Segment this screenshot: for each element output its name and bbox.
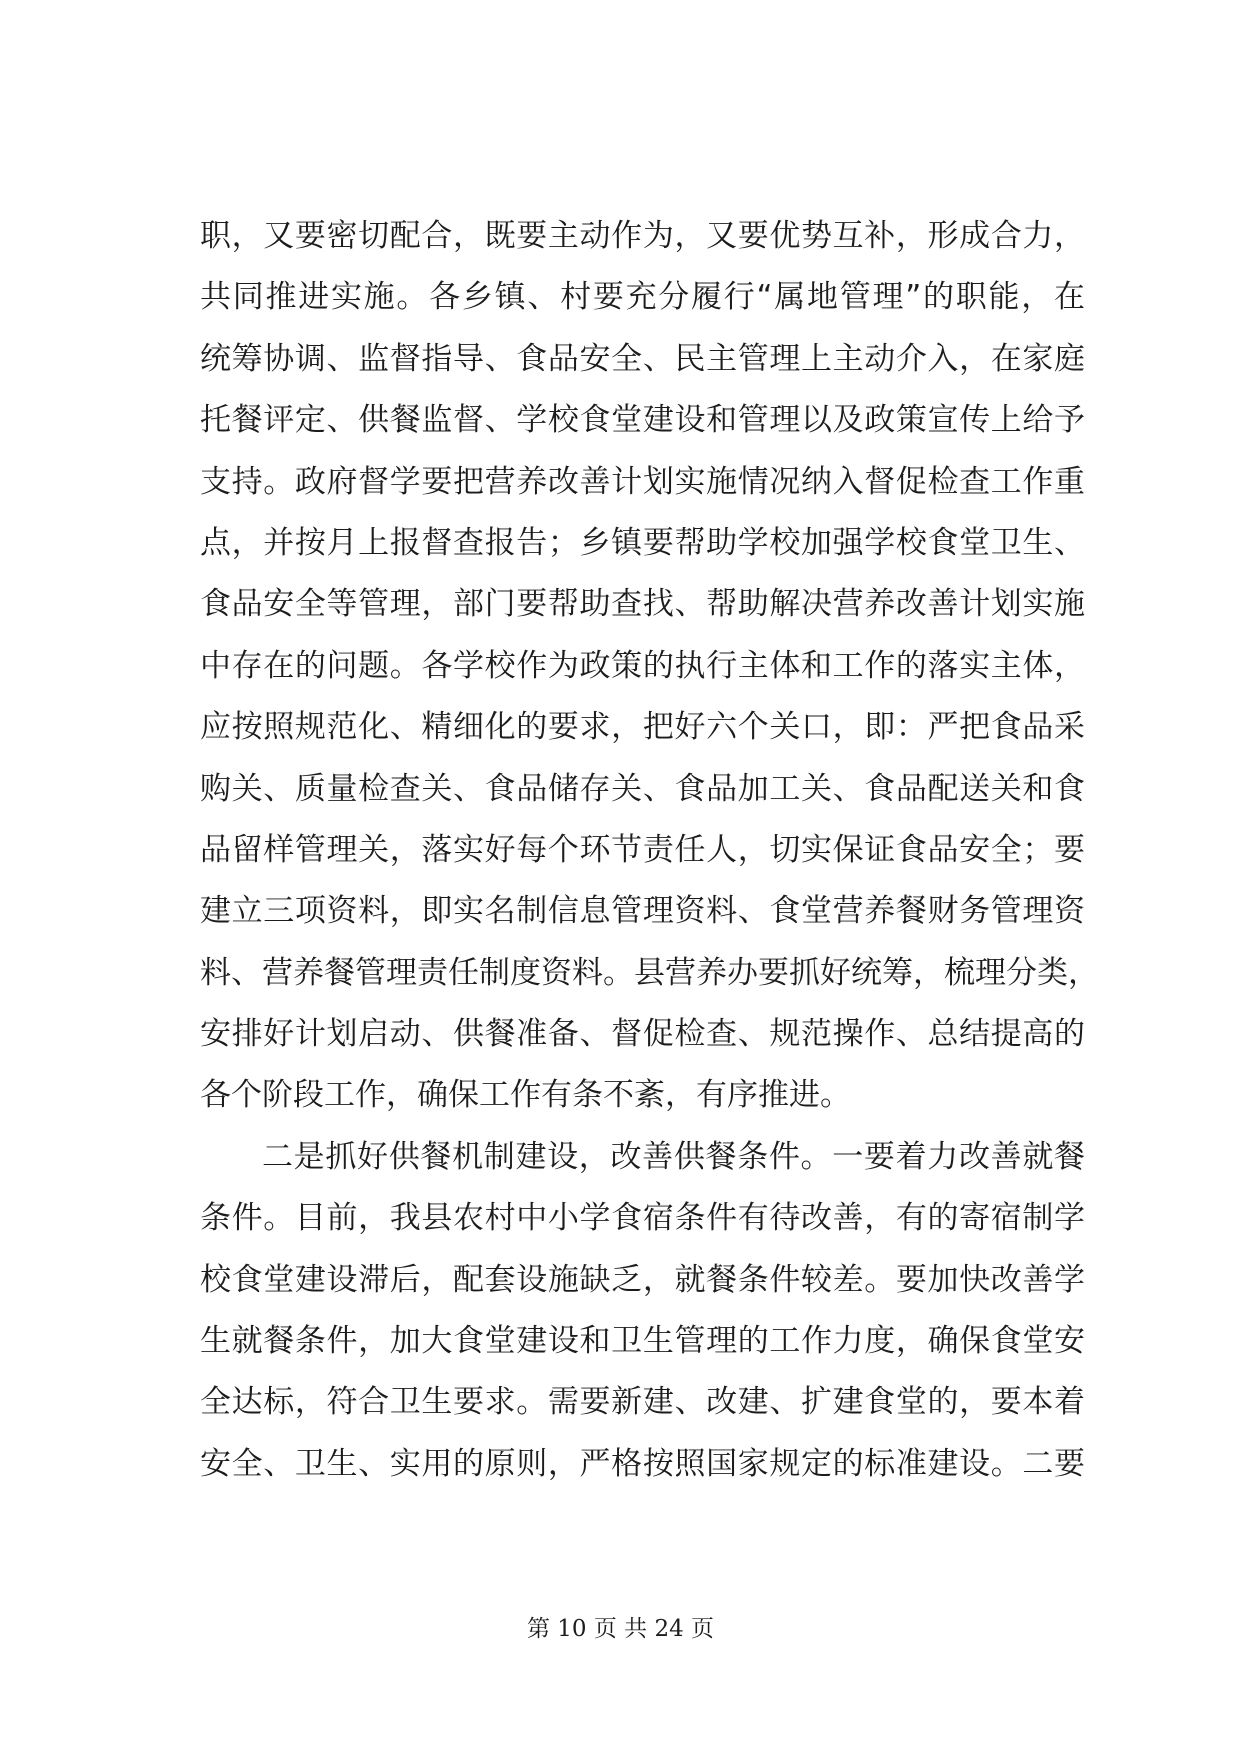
text-line: 安排好计划启动、供餐准备、督促检查、规范操作、总结提高的 xyxy=(200,1016,1085,1053)
page-number-footer: 第 10 页 共 24 页 xyxy=(526,1616,715,1642)
text-line: 全达标，符合卫生要求。需要新建、改建、扩建食堂的，要本着 xyxy=(200,1384,1085,1421)
text-line: 中存在的问题。各学校作为政策的执行主体和工作的落实主体， xyxy=(200,647,1085,684)
text-line: 生就餐条件，加大食堂建设和卫生管理的工作力度，确保食堂安 xyxy=(200,1323,1085,1360)
text-line: 料、营养餐管理责任制度资料。县营养办要抓好统筹，梳理分类， xyxy=(200,954,1099,991)
text-line: 品留样管理关，落实好每个环节责任人，切实保证食品安全；要 xyxy=(200,831,1085,868)
text-line: 建立三项资料，即实名制信息管理资料、食堂营养餐财务管理资 xyxy=(200,893,1085,930)
text-line: 安全、卫生、实用的原则，严格按照国家规定的标准建设。二要 xyxy=(200,1445,1085,1482)
text-line: 二是抓好供餐机制建设，改善供餐条件。一要着力改善就餐 xyxy=(262,1138,1085,1175)
text-line: 职，又要密切配合，既要主动作为，又要优势互补，形成合力， xyxy=(200,218,1085,254)
text-line: 共同推进实施。各乡镇、村要充分履行“属地管理”的职能，在 xyxy=(200,279,1085,316)
text-line: 各个阶段工作，确保工作有条不紊，有序推进。 xyxy=(200,1077,851,1114)
text-line: 点，并按月上报督查报告；乡镇要帮助学校加强学校食堂卫生、 xyxy=(200,524,1085,561)
text-line: 购关、质量检查关、食品储存关、食品加工关、食品配送关和食 xyxy=(200,770,1085,807)
body-text xyxy=(200,206,1099,1495)
text-line: 支持。政府督学要把营养改善计划实施情况纳入督促检查工作重 xyxy=(200,463,1085,500)
text-line: 应按照规范化、精细化的要求，把好六个关口，即：严把食品采 xyxy=(200,709,1085,746)
text-line: 条件。目前，我县农村中小学食宿条件有待改善，有的寄宿制学 xyxy=(200,1200,1085,1237)
text-line: 校食堂建设滞后，配套设施缺乏，就餐条件较差。要加快改善学 xyxy=(200,1261,1085,1298)
text-line: 食品安全等管理，部门要帮助查找、帮助解决营养改善计划实施 xyxy=(200,586,1085,623)
text-line: 托餐评定、供餐监督、学校食堂建设和管理以及政策宣传上给予 xyxy=(200,402,1085,439)
text-line: 统筹协调、监督指导、食品安全、民主管理上主动介入，在家庭 xyxy=(200,340,1085,377)
